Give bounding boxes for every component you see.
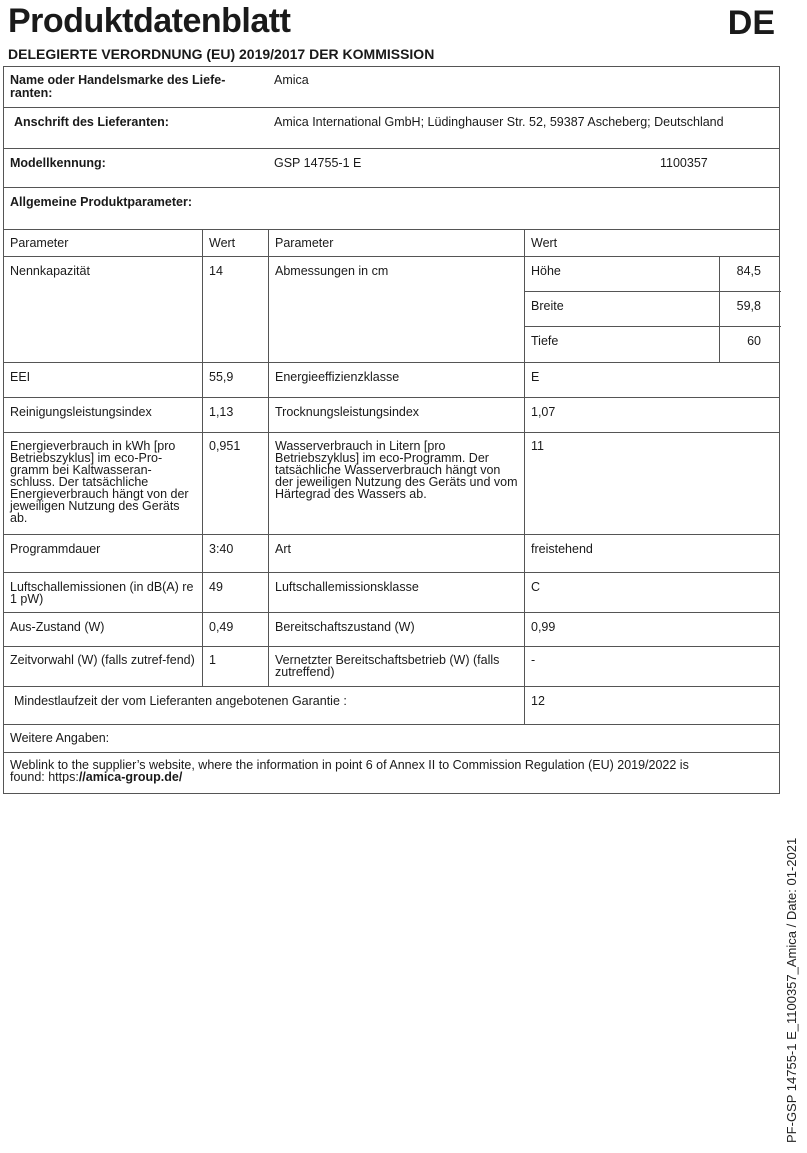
cleaning-row <box>4 398 779 433</box>
cleaning-value: 1,13 <box>202 398 268 432</box>
weblink-url[interactable]: //amica-group.de/ <box>78 770 183 784</box>
dimension-height-row <box>525 257 781 292</box>
dimensions-values <box>524 257 781 362</box>
document-reference: PF-GSP 14755-1 E_1100357_Amica / Date: 01-2021 <box>784 837 799 1143</box>
height-label: Höhe <box>531 264 561 278</box>
height-value: 84,5 <box>719 257 781 291</box>
standby-value: 0,99 <box>524 613 781 646</box>
further-info-row <box>4 725 779 753</box>
networked-standby-value: - <box>524 647 781 686</box>
type-label: Art <box>268 535 524 572</box>
capacity-label: Nennkapazität <box>10 264 90 278</box>
weblink-row <box>4 753 779 793</box>
warranty-row <box>4 687 779 725</box>
consumption-row <box>4 433 779 535</box>
eei-label: EEI <box>10 370 31 384</box>
cleaning-label: Reinigungsleistungsindex <box>10 405 152 419</box>
noise-class-label: Luftschallemissionsklasse <box>268 573 524 612</box>
energy-class-label: Energieeffizienzklasse <box>268 363 524 397</box>
header-value-2: Wert <box>524 230 781 256</box>
energy-consumption-value: 0,951 <box>202 433 268 534</box>
water-consumption-label: Wasserverbrauch in Litern [pro Betriebszyklus] im eco-Programm. Der tatsächliche Wasserverbrauch hängt von der jeweiligen Nutzung des Geräts und vom Härtegrad des Wassers ab. <box>268 433 524 534</box>
width-value: 59,8 <box>719 292 781 326</box>
model-label: Modellkennung: <box>10 156 106 170</box>
energy-consumption-label: Energieverbrauch in kWh [pro Betriebszyklus] im eco-Pro-gramm bei Kaltwasseran-schluss. Der tatsächliche Energieverbrauch hängt von der jeweiligen Nutzung des Geräts ab. <box>10 439 189 525</box>
type-value: freistehend <box>524 535 781 572</box>
weblink-text <box>4 753 724 793</box>
regulation-subtitle: DELEGIERTE VERORDNUNG (EU) 2019/2017 DER KOMMISSION <box>8 46 435 62</box>
dimension-width-row <box>525 292 781 327</box>
supplier-address-label: Anschrift des Lieferanten: <box>14 115 169 129</box>
standby-label: Bereitschaftszustand (W) <box>268 613 524 646</box>
program-row <box>4 535 779 573</box>
table-header-row <box>4 230 779 257</box>
supplier-name-label: Name oder Handelsmarke des Liefe-ranten: <box>10 73 226 100</box>
program-duration-label: Programmdauer <box>10 542 101 556</box>
off-mode-label: Aus-Zustand (W) <box>10 620 105 634</box>
eei-value: 55,9 <box>202 363 268 397</box>
header-value-1: Wert <box>202 230 268 256</box>
delay-start-row <box>4 647 779 687</box>
program-duration-value: 3:40 <box>202 535 268 572</box>
supplier-address-row <box>4 108 779 149</box>
weblink-description: Weblink to the supplier’s website, where the information in point 6 of Annex II to Commission Regulation (EU) 2019/2022 is found: https: <box>10 758 689 784</box>
noise-value: 49 <box>202 573 268 612</box>
off-mode-row <box>4 613 779 647</box>
capacity-value: 14 <box>202 257 268 362</box>
drying-label: Trocknungsleistungsindex <box>268 398 524 432</box>
water-consumption-value: 11 <box>524 433 781 534</box>
warranty-label: Mindestlaufzeit der vom Lieferanten angebotenen Garantie : <box>14 694 347 708</box>
networked-standby-label: Vernetzter Bereitschaftsbetrieb (W) (falls zutreffend) <box>268 647 524 686</box>
delay-start-label: Zeitvorwahl (W) (falls zutref-fend) <box>10 653 195 667</box>
model-code: 1100357 <box>660 156 708 170</box>
delay-start-value: 1 <box>202 647 268 686</box>
dimensions-label: Abmessungen in cm <box>268 257 524 362</box>
header-parameter-1: Parameter <box>10 236 69 250</box>
eei-row <box>4 363 779 398</box>
product-data-sheet <box>3 66 780 794</box>
dimension-depth-row <box>525 327 781 363</box>
capacity-dimensions-row <box>4 257 779 363</box>
warranty-value: 12 <box>524 687 781 724</box>
further-info-label: Weitere Angaben: <box>10 731 110 745</box>
page-title: Produktdatenblatt <box>8 2 291 40</box>
width-label: Breite <box>531 299 564 313</box>
supplier-address-value: Amica International GmbH; Lüdinghauser Str. 52, 59387 Ascheberg; Deutschland <box>274 115 724 129</box>
general-parameters-label: Allgemeine Produktparameter: <box>10 195 192 209</box>
noise-class-value: C <box>524 573 781 612</box>
noise-label: Luftschallemissionen (in dB(A) re 1 pW) <box>10 580 194 606</box>
model-value: GSP 14755-1 E <box>274 156 362 170</box>
header-parameter-2: Parameter <box>268 230 524 256</box>
off-mode-value: 0,49 <box>202 613 268 646</box>
depth-value: 60 <box>719 327 781 363</box>
energy-class-value: E <box>524 363 781 397</box>
noise-row <box>4 573 779 613</box>
drying-value: 1,07 <box>524 398 781 432</box>
general-parameters-row <box>4 188 779 230</box>
model-row <box>4 149 779 188</box>
supplier-name-row <box>4 67 779 108</box>
depth-label: Tiefe <box>531 334 559 348</box>
language-code: DE <box>727 4 775 42</box>
supplier-name-value: Amica <box>274 73 309 87</box>
